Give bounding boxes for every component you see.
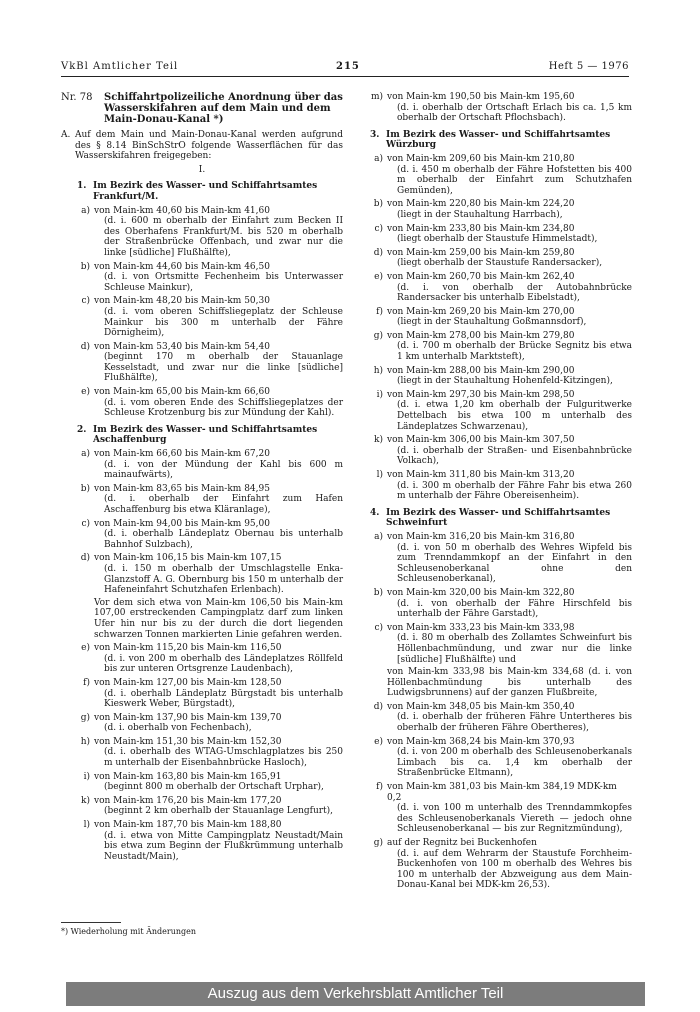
item-letter: g) bbox=[80, 712, 90, 723]
item-extra: von Main-km 333,98 bis Main-km 334,68 (d. i. von Höllenbachmündung bis unterhalb des Ludwigsbrunnens) auf der ganzen Flußbreite, bbox=[387, 667, 632, 699]
list-item bbox=[370, 154, 632, 196]
list-item bbox=[77, 206, 343, 259]
issue-label: Heft 5 — 1976 bbox=[548, 61, 629, 72]
article-heading bbox=[61, 92, 343, 125]
item-letter: a) bbox=[81, 205, 90, 216]
list-item bbox=[77, 713, 343, 734]
item-note: (d. i. 600 m oberhalb der Einfahrt zum Becken II des Oberhafens Frankfurt/M. bis 520 m oberhalb der Straßenbrücke Offenbach, und zwar nur die linke [südliche] Flußhälfte), bbox=[104, 216, 343, 258]
item-range: von Main-km 320,00 bis Main-km 322,80 bbox=[387, 587, 575, 598]
list-item bbox=[77, 387, 343, 419]
item-letter: l) bbox=[83, 820, 90, 831]
item-letter: m) bbox=[370, 92, 383, 102]
item-note: (d. i. oberhalb des WTAG-Umschlagplatzes bis 250 m unterhalb der Eisenbahnbrücke Hasloch), bbox=[104, 747, 343, 769]
item-range: von Main-km 259,00 bis Main-km 259,80 bbox=[387, 247, 575, 258]
section-number: 4. bbox=[370, 507, 380, 518]
item-note: (d. i. oberhalb von Fechenbach), bbox=[104, 723, 252, 734]
intro-letter: A. bbox=[61, 130, 71, 140]
section-title: Im Bezirk des Wasser- und Schiffahrtsamtes Würzburg bbox=[386, 129, 611, 151]
item-letter: e) bbox=[374, 736, 383, 747]
item-range: von Main-km 381,03 bis Main-km 384,19 MDK-km 0,2 bbox=[387, 782, 617, 803]
item-note: (d. i. von 50 m oberhalb des Wehres Wipfeld bis zum Trenndammkopf an der Einfahrt in den Schleusenoberkanal ohne den Schleusenoberkanal), bbox=[397, 542, 632, 585]
item-letter: a) bbox=[374, 531, 383, 542]
item-note: (liegt in der Stauhaltung Goßmannsdorf), bbox=[397, 317, 587, 328]
item-note: (d. i. 150 m oberhalb der Umschlagstelle Enka-Glanzstoff A. G. Obernburg bis 150 m unterhalb der Hafeneinfahrt Schutzhafen Erlenbach). bbox=[104, 563, 343, 596]
item-range: von Main-km 48,20 bis Main-km 50,30 bbox=[94, 296, 270, 307]
list-item bbox=[77, 772, 343, 793]
item-range: von Main-km 316,20 bis Main-km 316,80 bbox=[387, 531, 575, 542]
item-note: (d. i. von 200 m oberhalb des Schleusenoberkanals Limbach bis ca. 1,4 km oberhalb der Straßenbrücke Eltmann), bbox=[397, 747, 632, 779]
item-note: (d. i. 300 m oberhalb der Fähre Fahr bis etwa 260 m unterhalb der Fähre Obereisenheim). bbox=[397, 480, 632, 502]
item-letter: c) bbox=[374, 223, 383, 234]
list-item bbox=[77, 553, 343, 640]
item-letter: i) bbox=[83, 771, 90, 782]
list-item bbox=[370, 199, 632, 220]
list-item bbox=[370, 623, 632, 699]
section-title: Im Bezirk des Wasser- und Schiffahrtsamtes Frankfurt/M. bbox=[93, 181, 318, 202]
item-letter: a) bbox=[81, 449, 90, 460]
section-number: 3. bbox=[370, 129, 380, 140]
item-note: (d. i. von 200 m oberhalb des Ländeplatzes Röllfeld bis zur unteren Ortsgrenze Laudenbach), bbox=[104, 653, 343, 675]
item-note: (d. i. von 100 m unterhalb des Trenndammkopfes des Schleusenoberkanals Viereth — jedoch ohne Schleusenoberkanal — bis zur Regnitzmündung), bbox=[397, 803, 632, 835]
intro-paragraph bbox=[61, 130, 343, 162]
list-item bbox=[77, 737, 343, 769]
section-title: Im Bezirk des Wasser- und Schiffahrtsamtes Schweinfurt bbox=[386, 507, 611, 529]
item-note: (beginnt 2 km oberhalb der Stauanlage Lengfurt), bbox=[104, 806, 334, 817]
item-note: (liegt oberhalb der Staustufe Himmelstadt), bbox=[397, 234, 598, 245]
list-item bbox=[370, 737, 632, 779]
item-letter: c) bbox=[374, 622, 383, 633]
item-range: von Main-km 83,65 bis Main-km 84,95 bbox=[94, 483, 270, 494]
item-note: (d. i. etwa von Mitte Campingplatz Neustadt/Main bis etwa zum Beginn der Flußkrümmung unterhalb Neustadt/Main), bbox=[104, 830, 343, 862]
list-item bbox=[370, 390, 632, 432]
footnote-rule bbox=[61, 922, 121, 923]
item-letter: e) bbox=[81, 643, 90, 654]
item-range: von Main-km 209,60 bis Main-km 210,80 bbox=[387, 153, 575, 164]
list-item bbox=[370, 272, 632, 304]
item-note: (d. i. von oberhalb der Autobahnbrücke Randersacker bis unterhalb Eibelstadt), bbox=[397, 282, 632, 304]
list-item bbox=[77, 678, 343, 710]
page-number: 215 bbox=[336, 61, 360, 72]
list-item bbox=[370, 307, 632, 328]
right-column bbox=[370, 92, 632, 891]
item-range: von Main-km 66,60 bis Main-km 67,20 bbox=[94, 449, 270, 460]
item-note: (d. i. von der Mündung der Kahl bis 600 m mainaufwärts), bbox=[104, 459, 343, 481]
item-letter: l) bbox=[376, 470, 383, 480]
item-letter: b) bbox=[80, 483, 90, 494]
left-column bbox=[61, 92, 343, 862]
list-item bbox=[370, 838, 632, 891]
item-letter: e) bbox=[81, 387, 90, 398]
source-banner: Auszug aus dem Verkehrsblatt Amtlicher Teil bbox=[66, 982, 645, 1006]
list-item bbox=[370, 532, 632, 585]
item-letter: f) bbox=[376, 306, 383, 317]
item-range: von Main-km 260,70 bis Main-km 262,40 bbox=[387, 271, 575, 282]
list-item bbox=[370, 248, 632, 269]
page-header bbox=[61, 61, 629, 75]
item-note: (d. i. 80 m oberhalb des Zollamtes Schweinfurt bis Höllenbachmündung, und zwar nur die linke [südliche] Flußhälfte) und bbox=[397, 633, 632, 665]
item-letter: f) bbox=[376, 782, 383, 793]
list-item bbox=[370, 224, 632, 245]
section-number: 2. bbox=[77, 424, 87, 435]
list-item bbox=[77, 296, 343, 338]
item-letter: d) bbox=[80, 341, 90, 352]
list-item bbox=[370, 366, 632, 387]
journal-title: VkBl Amtlicher Teil bbox=[61, 61, 179, 72]
item-note: (d. i. 450 m oberhalb der Fähre Hofstetten bis 400 m oberhalb der Einfahrt zum Schutzhafen Gemünden), bbox=[397, 164, 632, 196]
list-item bbox=[370, 702, 632, 734]
item-note: (d. i. von Ortsmitte Fechenheim bis Unterwasser Schleuse Mainkur), bbox=[104, 272, 343, 293]
item-note: (beginnt 800 m oberhalb der Ortschaft Urphar), bbox=[104, 782, 324, 793]
list-item bbox=[370, 782, 632, 835]
list-item bbox=[77, 519, 343, 551]
item-letter: g) bbox=[373, 330, 383, 341]
list-item bbox=[370, 92, 632, 124]
item-letter: c) bbox=[81, 518, 90, 529]
item-note: (d. i. 700 m oberhalb der Brücke Segnitz bis etwa 1 km unterhalb Marktsteft), bbox=[397, 341, 632, 363]
section-heading bbox=[370, 130, 632, 151]
item-note: (d. i. vom oberen Schiffsliegeplatz der Schleuse Mainkur bis 300 m unterhalb der Fähre Dörnigheim), bbox=[104, 306, 343, 339]
item-range: von Main-km 137,90 bis Main-km 139,70 bbox=[94, 712, 282, 723]
item-letter: d) bbox=[373, 247, 383, 258]
item-note: (d. i. oberhalb Ländeplatz Bürgstadt bis unterhalb Kieswerk Weber, Bürgstadt), bbox=[104, 688, 343, 710]
item-note: (liegt oberhalb der Staustufe Randersacker), bbox=[397, 258, 603, 269]
roman-numeral: I. bbox=[198, 164, 206, 175]
item-letter: b) bbox=[373, 587, 383, 598]
header-rule bbox=[61, 76, 629, 77]
item-range: von Main-km 288,00 bis Main-km 290,00 bbox=[387, 365, 575, 376]
item-range: von Main-km 127,00 bis Main-km 128,50 bbox=[94, 677, 282, 688]
item-range: von Main-km 368,24 bis Main-km 370,93 bbox=[387, 736, 575, 747]
item-letter: k) bbox=[81, 795, 90, 806]
list-item bbox=[77, 262, 343, 294]
item-range: von Main-km 187,70 bis Main-km 188,80 bbox=[94, 820, 282, 831]
item-range: von Main-km 333,23 bis Main-km 333,98 bbox=[387, 622, 575, 633]
item-note: (d. i. oberhalb der Einfahrt zum Hafen Aschaffenburg bis etwa Kläranlage), bbox=[104, 494, 343, 515]
section-title: Im Bezirk des Wasser- und Schiffahrtsamtes Aschaffenburg bbox=[93, 424, 318, 446]
item-letter: h) bbox=[373, 365, 383, 376]
item-range: von Main-km 278,00 bis Main-km 279,80 bbox=[387, 330, 575, 341]
list-item bbox=[77, 484, 343, 516]
section-heading bbox=[77, 181, 343, 202]
item-range: auf der Regnitz bei Buckenhofen bbox=[387, 838, 537, 848]
section-heading bbox=[77, 425, 343, 446]
item-letter: i) bbox=[376, 389, 383, 400]
item-note: (d. i. oberhalb der Ortschaft Erlach bis ca. 1,5 km oberhalb der Ortschaft Pflochsbach). bbox=[397, 102, 632, 124]
item-range: von Main-km 311,80 bis Main-km 313,20 bbox=[387, 470, 575, 480]
item-range: von Main-km 190,50 bis Main-km 195,60 bbox=[387, 92, 575, 102]
item-note: (d. i. oberhalb Ländeplatz Obernau bis unterhalb Bahnhof Sulzbach), bbox=[104, 529, 343, 550]
item-range: von Main-km 44,60 bis Main-km 46,50 bbox=[94, 261, 270, 272]
item-range: von Main-km 94,00 bis Main-km 95,00 bbox=[94, 518, 270, 529]
item-note: (d. i. oberhalb der Straßen- und Eisenbahnbrücke Volkach), bbox=[397, 445, 632, 467]
section-heading bbox=[370, 508, 632, 529]
item-range: von Main-km 297,30 bis Main-km 298,50 bbox=[387, 389, 575, 400]
item-letter: d) bbox=[373, 701, 383, 712]
section-1 bbox=[61, 181, 343, 418]
item-range: von Main-km 115,20 bis Main-km 116,50 bbox=[94, 643, 282, 654]
item-range: von Main-km 233,80 bis Main-km 234,80 bbox=[387, 223, 575, 234]
item-note: (d. i. vom oberen Ende des Schiffsliegeplatzes der Schleuse Krotzenburg bis zur Mündung der Kahl). bbox=[104, 397, 343, 419]
item-note: (beginnt 170 m oberhalb der Stauanlage Kesselstadt, und zwar nur die linke [südliche] Flußhälfte), bbox=[104, 352, 343, 384]
section-4 bbox=[370, 508, 632, 891]
list-item bbox=[77, 820, 343, 862]
item-range: von Main-km 65,00 bis Main-km 66,60 bbox=[94, 387, 270, 398]
item-range: von Main-km 106,15 bis Main-km 107,15 bbox=[94, 553, 282, 564]
intro-text: Auf dem Main und Main-Donau-Kanal werden aufgrund des § 8.14 BinSchStrO folgende Wasserflächen für das Wasserskifahren freigegeben: bbox=[75, 130, 343, 162]
list-item bbox=[370, 331, 632, 363]
list-item bbox=[77, 796, 343, 817]
article-number: Nr. 78 bbox=[61, 92, 93, 103]
item-letter: h) bbox=[80, 736, 90, 747]
item-letter: c) bbox=[81, 296, 90, 307]
item-note: (d. i. auf dem Wehrarm der Staustufe Forchheim-Buckenhofen von 100 m oberhalb des Wehres bis 100 m unterhalb der Abzweigung aus dem Main-Donau-Kanal bei MDK-km 26,53). bbox=[397, 848, 632, 891]
item-note: (liegt in der Stauhaltung Harrbach), bbox=[397, 209, 563, 220]
item-letter: d) bbox=[80, 553, 90, 564]
item-extra: Vor dem sich etwa von Main-km 106,50 bis Main-km 107,00 erstreckenden Campingplatz darf zum linken Ufer hin nur bis zu der durch die dort liegenden schwarzen Tonnen markierten Linie gefahren werden. bbox=[94, 597, 343, 640]
item-letter: a) bbox=[374, 153, 383, 164]
item-letter: e) bbox=[374, 271, 383, 282]
list-item bbox=[370, 470, 632, 502]
item-note: (d. i. etwa 1,20 km oberhalb der Fulguritwerke Dettelbach bis etwa 100 m unterhalb des Ländeplatzes Schwarzenau), bbox=[397, 400, 632, 432]
item-range: von Main-km 220,80 bis Main-km 224,20 bbox=[387, 199, 575, 210]
item-letter: k) bbox=[374, 435, 383, 446]
item-letter: g) bbox=[373, 838, 383, 848]
footnote: *) Wiederholung mit Änderungen bbox=[61, 927, 197, 936]
section-number: 1. bbox=[77, 181, 87, 192]
list-item bbox=[370, 588, 632, 620]
list-item bbox=[77, 643, 343, 675]
list-item bbox=[77, 342, 343, 384]
item-note: (d. i. von oberhalb der Fähre Hirschfeld bis unterhalb der Fähre Garstadt), bbox=[397, 598, 632, 620]
item-letter: b) bbox=[80, 261, 90, 272]
list-item bbox=[77, 449, 343, 481]
item-range: von Main-km 269,20 bis Main-km 270,00 bbox=[387, 306, 575, 317]
section-3 bbox=[370, 130, 632, 502]
item-letter: b) bbox=[373, 199, 383, 210]
item-range: von Main-km 53,40 bis Main-km 54,40 bbox=[94, 341, 270, 352]
article-title: Schiffahrtpolizeiliche Anordnung über das Wasserskifahren auf dem Main und dem Main-Donau-Kanal *) bbox=[104, 92, 343, 125]
item-range: von Main-km 176,20 bis Main-km 177,20 bbox=[94, 795, 282, 806]
item-range: von Main-km 163,80 bis Main-km 165,91 bbox=[94, 771, 282, 782]
item-range: von Main-km 306,00 bis Main-km 307,50 bbox=[387, 435, 575, 446]
item-letter: f) bbox=[83, 677, 90, 688]
item-note: (liegt in der Stauhaltung Hohenfeld-Kitzingen), bbox=[397, 376, 613, 387]
item-range: von Main-km 151,30 bis Main-km 152,30 bbox=[94, 736, 282, 747]
list-item bbox=[370, 435, 632, 467]
item-note: (d. i. oberhalb der früheren Fähre Untertheres bis oberhalb der früheren Fähre Obertheres), bbox=[397, 712, 632, 734]
section-2 bbox=[61, 425, 343, 863]
item-range: von Main-km 348,05 bis Main-km 350,40 bbox=[387, 701, 575, 712]
item-range: von Main-km 40,60 bis Main-km 41,60 bbox=[94, 205, 270, 216]
